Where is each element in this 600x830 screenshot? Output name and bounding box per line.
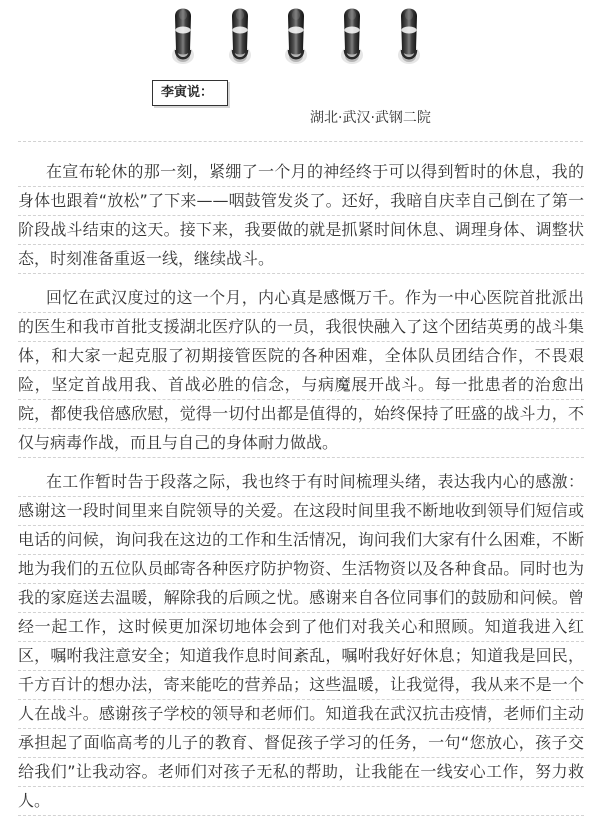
author-label: 李寅说： xyxy=(161,85,214,100)
text-line: 人。 xyxy=(18,787,584,816)
letter-body xyxy=(18,158,584,826)
body-paragraph xyxy=(18,158,584,274)
header-rule xyxy=(18,141,583,142)
text-line: 的医生和我市首批支援湖北医疗队的一员，我很快融入了这个团结英勇的战斗集 xyxy=(18,313,584,342)
text-line: 险，坚定首战用我、首战必胜的信念，与病魔展开战斗。每一批患者的治愈出 xyxy=(18,371,584,400)
text-line: 体，和大家一起克服了初期接管医院的各种困难，全体队员团结合作，不畏艰 xyxy=(18,342,584,371)
text-line: 给我们”让我动容。老师们对孩子无私的帮助，让我能在一线安心工作，努力救 xyxy=(18,758,584,787)
text-line: 地为我们的五位队员邮寄各种医疗防护物资、生活物资以及各种食品。同时也为 xyxy=(18,555,584,584)
text-line: 感谢这一段时间里来自院领导的关爱。在这段时间里我不断地收到领导们短信或 xyxy=(18,497,584,526)
location-line: 湖北·武汉·武钢二院 xyxy=(310,110,431,126)
binding-ring-icon xyxy=(170,3,196,67)
text-line: 阶段战斗结束的这天。接下来，我要做的就是抓紧时间休息、调理身体、调整状 xyxy=(18,216,584,245)
text-line: 在宣布轮休的那一刻，紧绷了一个月的神经终于可以得到暂时的休息，我的 xyxy=(18,158,584,187)
text-line: 电话的问候，询问我在这边的工作和生活情况，询问我们大家有什么困难，不断 xyxy=(18,526,584,555)
body-paragraph xyxy=(18,284,584,458)
text-line: 态，时刻准备重返一线，继续战斗。 xyxy=(18,245,584,274)
author-label-box xyxy=(152,80,228,106)
binding-ring-icon xyxy=(283,3,309,67)
text-line: 院，都使我倍感欣慰，觉得一切付出都是值得的，始终保持了旺盛的战斗力，不 xyxy=(18,400,584,429)
binding-ring-icon xyxy=(227,3,253,67)
text-line: 仅与病毒作战，而且与自己的身体耐力做战。 xyxy=(18,429,584,458)
text-line: 我的家庭送去温暖，解除我的后顾之忧。感谢来自各位同事们的鼓励和问候。曾 xyxy=(18,584,584,613)
spiral-binding xyxy=(0,0,600,70)
text-line: 区，嘱咐我注意安全；知道我作息时间紊乱，嘱咐我好好休息；知道我是回民， xyxy=(18,642,584,671)
text-line: 承担起了面临高考的儿子的教育、督促孩子学习的任务，一句“您放心，孩子交 xyxy=(18,729,584,758)
binding-ring-icon xyxy=(339,3,365,67)
text-line: 经一起工作，这时候更加深切地体会到了他们对我关心和照顾。知道我进入红 xyxy=(18,613,584,642)
binding-ring-icon xyxy=(396,3,422,67)
text-line: 回忆在武汉度过的这一个月，内心真是感慨万千。作为一中心医院首批派出 xyxy=(18,284,584,313)
text-line: 人在战斗。感谢孩子学校的领导和老师们。知道我在武汉抗击疫情，老师们主动 xyxy=(18,700,584,729)
text-line: 身体也跟着“放松”了下来——咽鼓管发炎了。还好，我暗自庆幸自己倒在了第一 xyxy=(18,187,584,216)
body-paragraph xyxy=(18,468,584,816)
text-line: 千方百计的想办法，寄来能吃的营养品；这些温暖，让我觉得，我从来不是一个 xyxy=(18,671,584,700)
text-line: 在工作暂时告于段落之际，我也终于有时间梳理头绪，表达我内心的感激： xyxy=(18,468,584,497)
